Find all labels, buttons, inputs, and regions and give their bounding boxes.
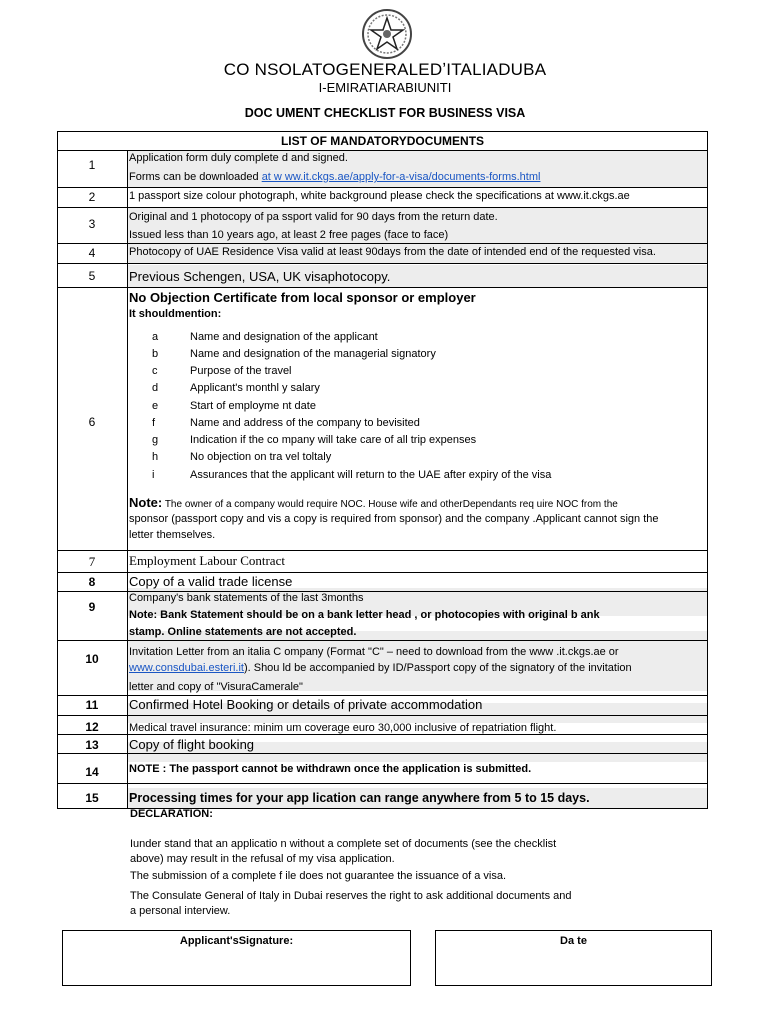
row-text: Issued less than 10 years ago, at least 2 free pages (face to face)	[129, 229, 449, 241]
noc-note	[129, 495, 618, 510]
row-number: 7	[88, 554, 96, 569]
list-item-key: e	[152, 400, 159, 412]
row-text: Note: Bank Statement should be on a bank letter head , or photocopies with original b ank	[129, 609, 600, 621]
row-number: 14	[85, 765, 99, 779]
list-item: Assurances that the applicant will return to the UAE after expiry of the visa	[190, 469, 552, 481]
consulate-name: CO NSOLATOGENERALEDʼITALIADUBA	[223, 60, 547, 79]
row-number: 6	[88, 415, 96, 429]
declaration-text: a personal interview.	[130, 905, 231, 917]
list-item: Name and designation of the applicant	[190, 331, 378, 343]
row-text: Application form duly complete d and signed.	[129, 152, 348, 164]
date-label: Da te	[560, 935, 587, 947]
list-item: Name and address of the company to bevisited	[190, 417, 420, 429]
applicant-signature-label: Applicant'sSignature:	[179, 935, 294, 947]
row-text-suffix: ). Shou ld be accompanied by ID/Passport copy of the signatory of the invitation	[243, 662, 632, 674]
row-text: Company's bank statements of the last 3months	[129, 592, 364, 604]
page-title: DOC UMENT CHECKLIST FOR BUSINESS VISA	[244, 106, 526, 120]
list-item-key: f	[152, 417, 156, 429]
row-text	[129, 662, 632, 674]
row-text: NOTE : The passport cannot be withdrawn once the application is submitted.	[129, 763, 532, 775]
row-number: 9	[88, 600, 96, 614]
declaration-text: The submission of a complete f ile does not guarantee the issuance of a visa.	[130, 870, 507, 882]
row-number: 11	[85, 698, 99, 712]
applicant-signature-box[interactable]	[62, 930, 411, 986]
list-item-key: d	[152, 382, 159, 394]
date-box[interactable]	[435, 930, 712, 986]
row-text: Photocopy of UAE Residence Visa valid at least 90days from the date of intended end of the requested visa.	[129, 246, 656, 258]
table-header: LIST OF MANDATORYDOCUMENTS	[280, 134, 485, 148]
list-item-key: g	[152, 434, 159, 446]
declaration-text: Iunder stand that an applicatio n without a complete set of documents (see the checklist	[130, 838, 557, 850]
row-text: Processing times for your app lication can range anywhere from 5 to 15 days.	[129, 791, 590, 805]
row-number: 12	[85, 720, 99, 734]
row-text: stamp. Online statements are not accepted.	[129, 626, 357, 638]
row-number: 15	[85, 791, 99, 805]
list-item-key: b	[152, 348, 159, 360]
row-text: Confirmed Hotel Booking or details of private accommodation	[129, 697, 483, 712]
row-text: Invitation Letter from an italia C ompany (Format "C" – need to download from the www .it.ckgs.ae or	[129, 646, 619, 658]
list-item: Name and designation of the managerial signatory	[190, 348, 436, 360]
row-text: letter and copy of "VisuraCamerale"	[129, 681, 303, 693]
row-number: 13	[85, 738, 99, 752]
row-number: 4	[88, 246, 96, 260]
row-text	[129, 171, 540, 183]
declaration-text: The Consulate General of Italy in Dubai reserves the right to ask additional documents and	[130, 890, 572, 902]
row-text: Copy of flight booking	[129, 737, 255, 752]
checklist-table	[57, 131, 708, 808]
list-item: No objection on tra vel toltaly	[190, 451, 332, 463]
forms-download-link[interactable]: at w ww.it.ckgs.ae/apply-for-a-visa/documents-forms.html	[261, 171, 541, 183]
list-item: Applicant's monthl y salary	[190, 382, 320, 394]
row-number: 2	[88, 190, 96, 204]
noc-title: No Objection Certificate from local sponsor or employer	[129, 290, 476, 305]
noc-subtitle: It shouldmention:	[129, 308, 222, 320]
list-item: Start of employme nt date	[190, 400, 316, 412]
row-number: 1	[88, 158, 96, 172]
consulate-website-link[interactable]: www.consdubai.esteri.it	[129, 662, 244, 674]
row-text: Employment Labour Contract	[129, 553, 285, 568]
row-number: 10	[85, 652, 99, 666]
row-text: 1 passport size colour photograph, white background please check the specifications at www.it.ckgs.ae	[129, 190, 630, 202]
italian-republic-emblem-icon	[361, 8, 413, 60]
list-item-key: a	[152, 331, 159, 343]
row-text-prefix: Forms can be downloaded	[129, 171, 262, 183]
list-item-key: i	[152, 469, 155, 481]
row-number: 3	[88, 217, 96, 231]
noc-note-line: sponsor (passport copy and vis a copy is required from sponsor) and the company .Applicant cannot sign the	[129, 513, 659, 525]
list-item-key: c	[152, 365, 158, 377]
row-text: Medical travel insurance: minim um coverage euro 30,000 inclusive of repatriation flight.	[129, 722, 557, 734]
row-text: Original and 1 photocopy of pa ssport valid for 90 days from the return date.	[129, 211, 498, 223]
declaration-text: above) may result in the refusal of my visa application.	[130, 853, 395, 865]
consulate-country: I-EMIRATIARABIUNITI	[318, 80, 452, 95]
list-item-key: h	[152, 451, 159, 463]
row-number: 5	[88, 269, 96, 283]
note-label: Note:	[129, 495, 163, 510]
row-text: Copy of a valid trade license	[129, 574, 293, 589]
noc-note-line: letter themselves.	[129, 529, 216, 541]
note-text: The owner of a company would require NOC. House wife and otherDependants req uire NOC from the	[162, 499, 618, 510]
list-item: Indication if the co mpany will take care of all trip expenses	[190, 434, 477, 446]
row-text: Previous Schengen, USA, UK visaphotocopy.	[129, 269, 391, 284]
row-number: 8	[88, 575, 96, 589]
list-item: Purpose of the travel	[190, 365, 292, 377]
declaration-title: DECLARATION:	[130, 808, 213, 820]
